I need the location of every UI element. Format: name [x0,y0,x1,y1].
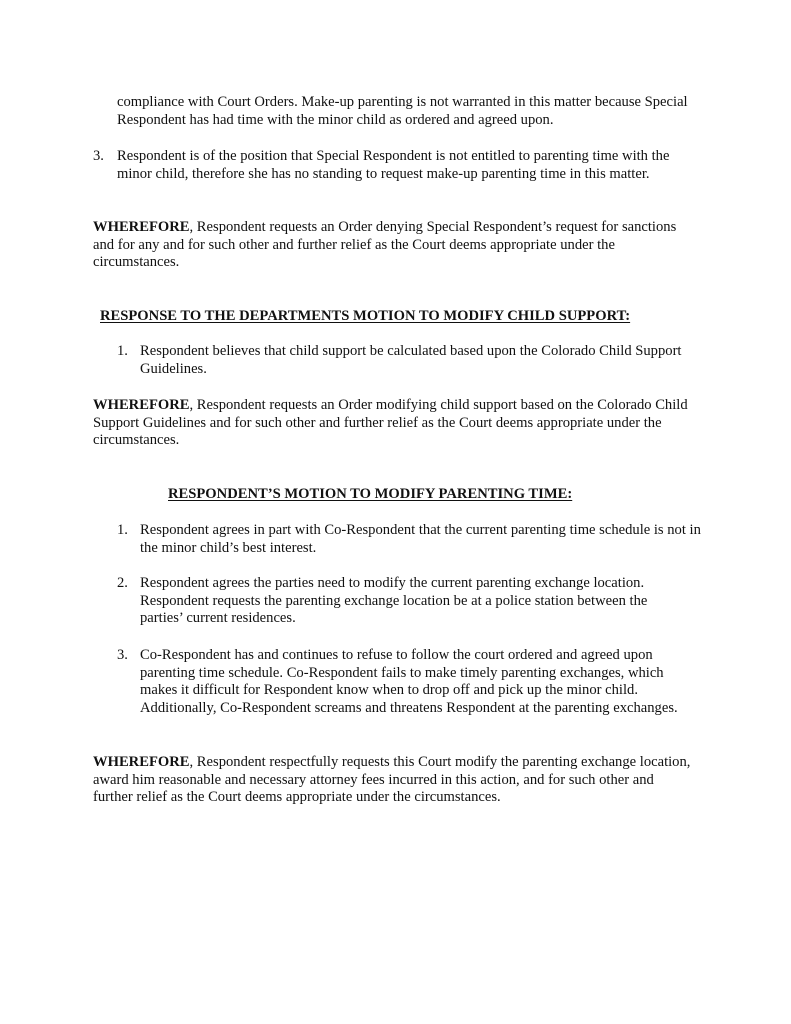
wherefore-paragraph [93,754,693,807]
list-item [117,575,702,628]
list-item-text: Respondent agrees the parties need to modify the current parenting exchange location. Respondent requests the parenting exchange location be at a police station between the parties’ current residences. [140,575,648,627]
list-item-number: 1. [117,343,128,359]
wherefore-lead: WHEREFORE [93,754,190,770]
list-item-text: Respondent is of the position that Special Respondent is not entitled to parenting time with the minor child, therefore she has no standing to request make-up parenting time in this matter. [117,148,670,182]
list-item-text: Co-Respondent has and continues to refuse to follow the court ordered and agreed upon parenting time schedule. Co-Respondent fails to make timely parenting exchanges, which makes it difficult for Respondent know when to drop off and pick up the minor child. Additionally, Co-Respondent screams and threatens Respondent at the parenting exchanges. [140,647,678,716]
wherefore-text: , Respondent requests an Order modifying child support based on the Colorado Child Support Guidelines and for such other and further relief as the Court deems appropriate under the circumstances. [93,397,688,449]
list-item [117,522,702,557]
wherefore-text: , Respondent respectfully requests this Court modify the parenting exchange location, award him reasonable and necessary attorney fees incurred in this action, and for such other and further relief as the Court deems appropriate under the circumstances. [93,754,691,806]
list-item-number: 3. [117,647,128,663]
list-item-number: 1. [117,522,128,538]
wherefore-lead: WHEREFORE [93,219,190,235]
wherefore-lead: WHEREFORE [93,397,190,413]
wherefore-text: , Respondent requests an Order denying Special Respondent’s request for sanctions and for any and for such other and further relief as the Court deems appropriate under the circumstances. [93,219,677,271]
section-heading-parenting-time: RESPONDENT’S MOTION TO MODIFY PARENTING TIME: [168,486,573,502]
list-item [117,343,697,378]
list-item-text: Respondent believes that child support be calculated based upon the Colorado Child Support Guidelines. [140,343,682,377]
section-heading-child-support: RESPONSE TO THE DEPARTMENTS MOTION TO MODIFY CHILD SUPPORT: [100,308,631,324]
list-item-number: 2. [117,575,128,591]
list-item [117,647,702,717]
wherefore-paragraph [93,397,695,450]
wherefore-paragraph [93,219,699,272]
list-item-text: Respondent agrees in part with Co-Respondent that the current parenting time schedule is not in the minor child’s best interest. [140,522,701,556]
list-item [93,148,697,183]
list-item-number: 3. [93,148,104,164]
intro-continuation: compliance with Court Orders. Make-up parenting is not warranted in this matter because Special Respondent has had time with the minor child as ordered and agreed upon. [117,94,688,128]
